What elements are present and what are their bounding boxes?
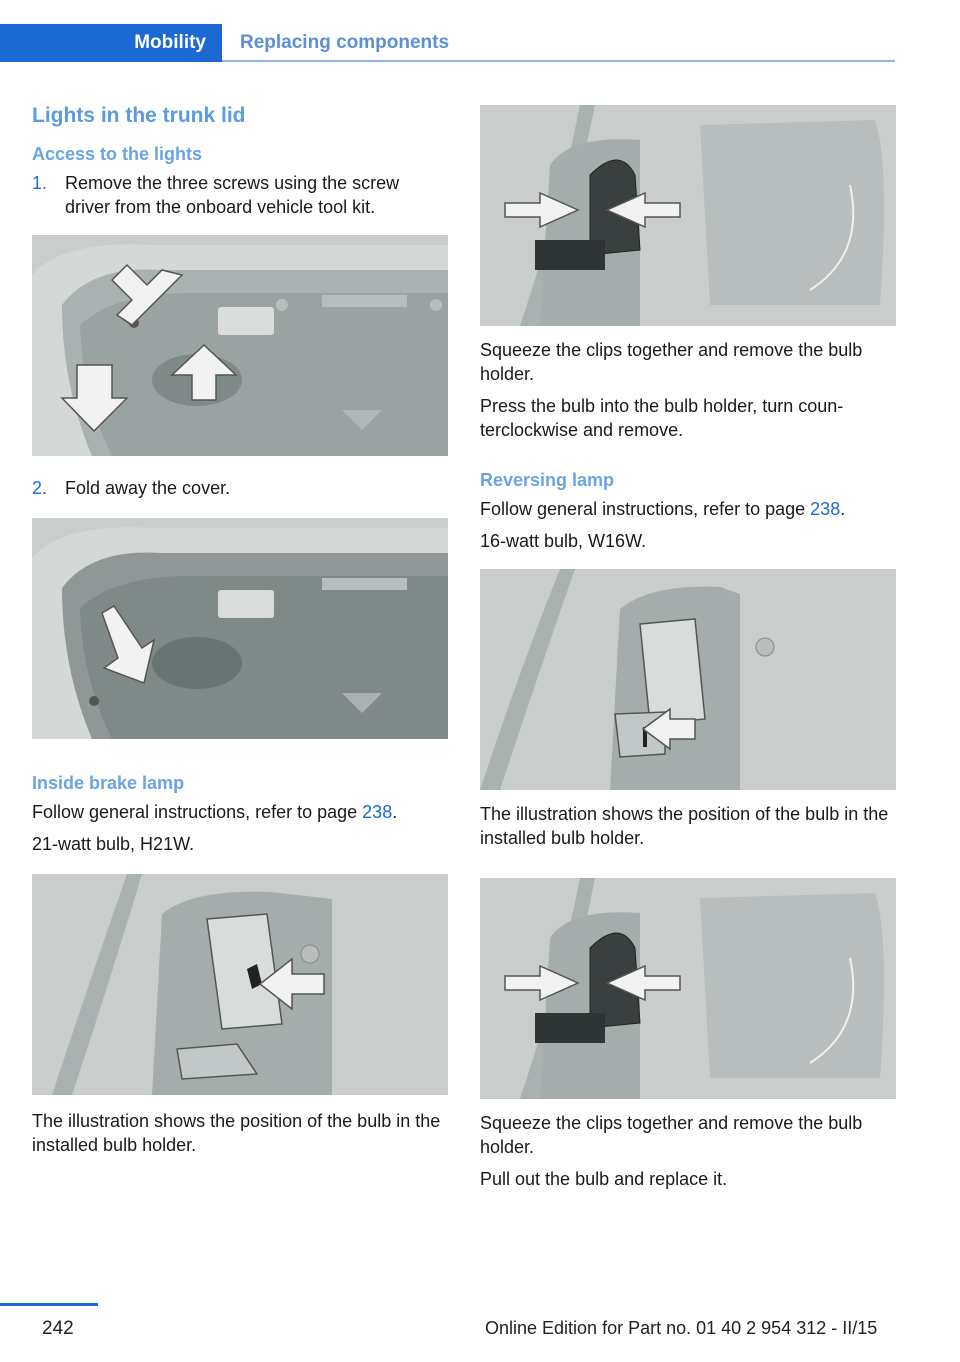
step-1: [32, 171, 448, 219]
squeeze-clips-text-1: Squeeze the clips together and remove the bulb holder.: [480, 340, 863, 384]
squeeze-clips-figure-1: [480, 105, 896, 326]
edition-note: Online Edition for Part no. 01 40 2 954 312 - II/15: [485, 1318, 878, 1338]
brake-lamp-reference: [32, 800, 448, 824]
left-column: [32, 100, 448, 1157]
step-2: [32, 476, 448, 500]
footer-divider: [0, 1303, 98, 1306]
header-divider: [222, 60, 895, 62]
trunk-lid-screws-figure: [32, 235, 448, 456]
right-column: [480, 105, 896, 1191]
step-text: Remove the three screws using the screw driver from the onboard vehicle tool kit.: [65, 173, 400, 217]
page-238-link[interactable]: 238: [810, 499, 841, 519]
brake-lamp-heading: Inside brake lamp: [32, 773, 185, 793]
page-238-link[interactable]: 238: [362, 802, 393, 822]
brake-lamp-caption: The illustration shows the position of the bulb in the installed bulb holder.: [32, 1111, 441, 1155]
section-tab-mobility[interactable]: Mobility: [0, 24, 222, 62]
section-title: Lights in the trunk lid: [32, 104, 246, 127]
reference-text: Follow general instructions, refer to page: [480, 499, 811, 519]
reversing-lamp-caption: The illustration shows the position of the bulb in the installed bulb holder.: [480, 804, 889, 848]
squeeze-clips-text-2: Squeeze the clips together and remove the bulb holder.: [480, 1113, 863, 1157]
access-heading: Access to the lights: [32, 144, 203, 164]
reference-end: .: [392, 802, 398, 822]
brake-lamp-bulb-spec: 21-watt bulb, H21W.: [32, 834, 195, 854]
reversing-lamp-bulb-spec: 16-watt bulb, W16W.: [480, 531, 647, 551]
reversing-lamp-heading: Reversing lamp: [480, 470, 615, 490]
step-number: 2.: [32, 478, 48, 498]
reference-end: .: [840, 499, 846, 519]
page-header: [0, 24, 895, 62]
fold-cover-figure: [32, 518, 448, 739]
reversing-lamp-reference: [480, 497, 896, 521]
press-bulb-text: Press the bulb into the bulb holder, turn counterclockwise and remove.: [480, 396, 844, 440]
step-number: 1.: [32, 173, 48, 193]
squeeze-clips-figure-2: [480, 878, 896, 1099]
pull-bulb-text: Pull out the bulb and replace it.: [480, 1169, 728, 1189]
brake-lamp-bulb-figure: [32, 874, 448, 1095]
reference-text: Follow general instructions, refer to page: [32, 802, 363, 822]
section-tab-replacing-components[interactable]: Replacing components: [240, 32, 450, 53]
page-number: 242: [42, 1318, 74, 1339]
reversing-lamp-bulb-figure: [480, 569, 896, 790]
step-text: Fold away the cover.: [65, 478, 231, 498]
